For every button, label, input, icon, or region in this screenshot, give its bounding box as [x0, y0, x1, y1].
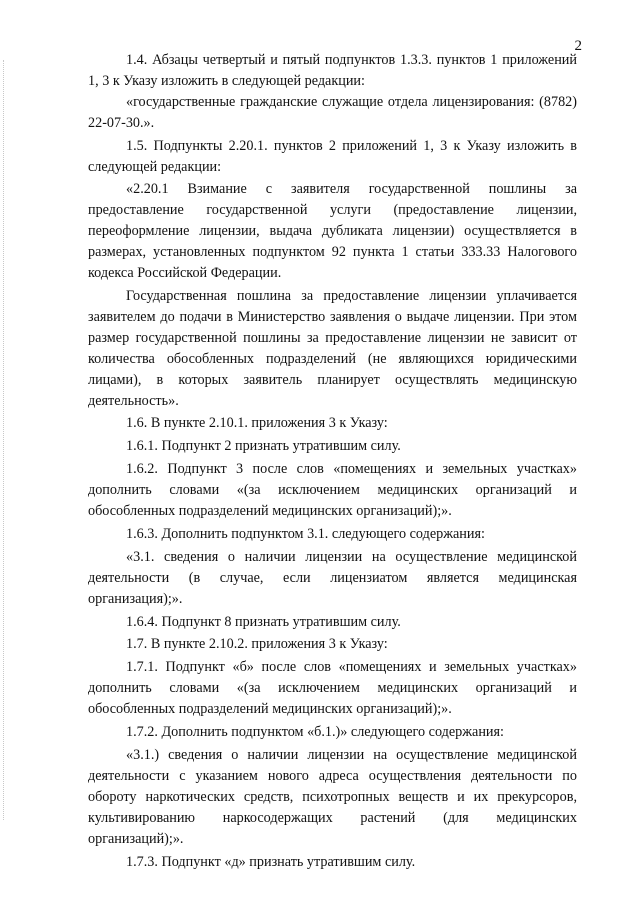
- paragraph-1-7-2: 1.7.2. Дополнить подпунктом «б.1.)» следующего содержания:: [126, 724, 504, 741]
- paragraph-1-4-quote: «государственные гражданские служащие отдела лицензирования: (8782) 22-07-30.».: [88, 93, 577, 131]
- paragraph-1-7-1: 1.7.1. Подпункт «б» после слов «помещениях и земельных участках» дополнить словами «(за исключением медицинских организаций и обособленных подразделений медицинских организаций);».: [88, 659, 577, 718]
- paragraph-1-7: 1.7. В пункте 2.10.2. приложения 3 к Указу:: [126, 636, 388, 653]
- paragraph-1-6-1: 1.6.1. Подпункт 2 признать утратившим силу.: [126, 438, 401, 455]
- paragraph-1-6-3: 1.6.3. Дополнить подпунктом 3.1. следующего содержания:: [126, 525, 485, 542]
- paragraph-1-6: 1.6. В пункте 2.10.1. приложения 3 к Указу:: [126, 415, 388, 432]
- paragraph-3-1-quote: «3.1. сведения о наличии лицензии на осуществление медицинской деятельности (в случае, если лицензиатом является медицинская организация);».: [88, 548, 577, 607]
- paragraph-3-1-license-quote: «3.1.) сведения о наличии лицензии на осуществление медицинской деятельности с указанием нового адреса осуществления деятельности по обороту наркотических средств, психотропных веществ и их прекурсоров, культивированию наркосодержащих растений (для медицинских организаций);».: [88, 747, 577, 847]
- paragraph-1-5: 1.5. Подпункты 2.20.1. пунктов 2 приложений 1, 3 к Указу изложить в следующей редакции:: [88, 137, 577, 175]
- page-number: 2: [574, 38, 582, 54]
- scan-binding-edge: [3, 60, 6, 820]
- paragraph-2-20-1-quote: «2.20.1 Взимание с заявителя государственной пошлины за предоставление государственной услуги (предоставление лицензии, переоформление лицензии, выдача дубликата лицензии) осуществляется в размерах, установленных подпунктом 92 пункта 1 статьи 333.33 Налогового кодекса Российской Федерации.: [88, 181, 577, 282]
- paragraph-1-4: 1.4. Абзацы четвертый и пятый подпунктов 1.3.3. пунктов 1 приложений 1, 3 к Указу изложить в следующей редакции:: [88, 52, 577, 89]
- paragraph-1-6-4: 1.6.4. Подпункт 8 признать утратившим силу.: [126, 613, 401, 630]
- document-body: [88, 50, 577, 874]
- paragraph-state-fee: Государственная пошлина за предоставление лицензии уплачивается заявителем до подачи в Министерство заявления о выдаче лицензии. При этом размер государственной пошлины за предоставление лицензии не зависит от количества обособленных подразделений (не являющихся юридическими лицами), в которых заявитель планирует осуществлять медицинскую деятельность».: [88, 287, 577, 409]
- paragraph-1-6-2: 1.6.2. Подпункт 3 после слов «помещениях и земельных участках» дополнить словами «(за исключением медицинских организаций и обособленных подразделений медицинских организаций);».: [88, 461, 577, 520]
- paragraph-1-7-3: 1.7.3. Подпункт «д» признать утратившим силу.: [126, 853, 416, 870]
